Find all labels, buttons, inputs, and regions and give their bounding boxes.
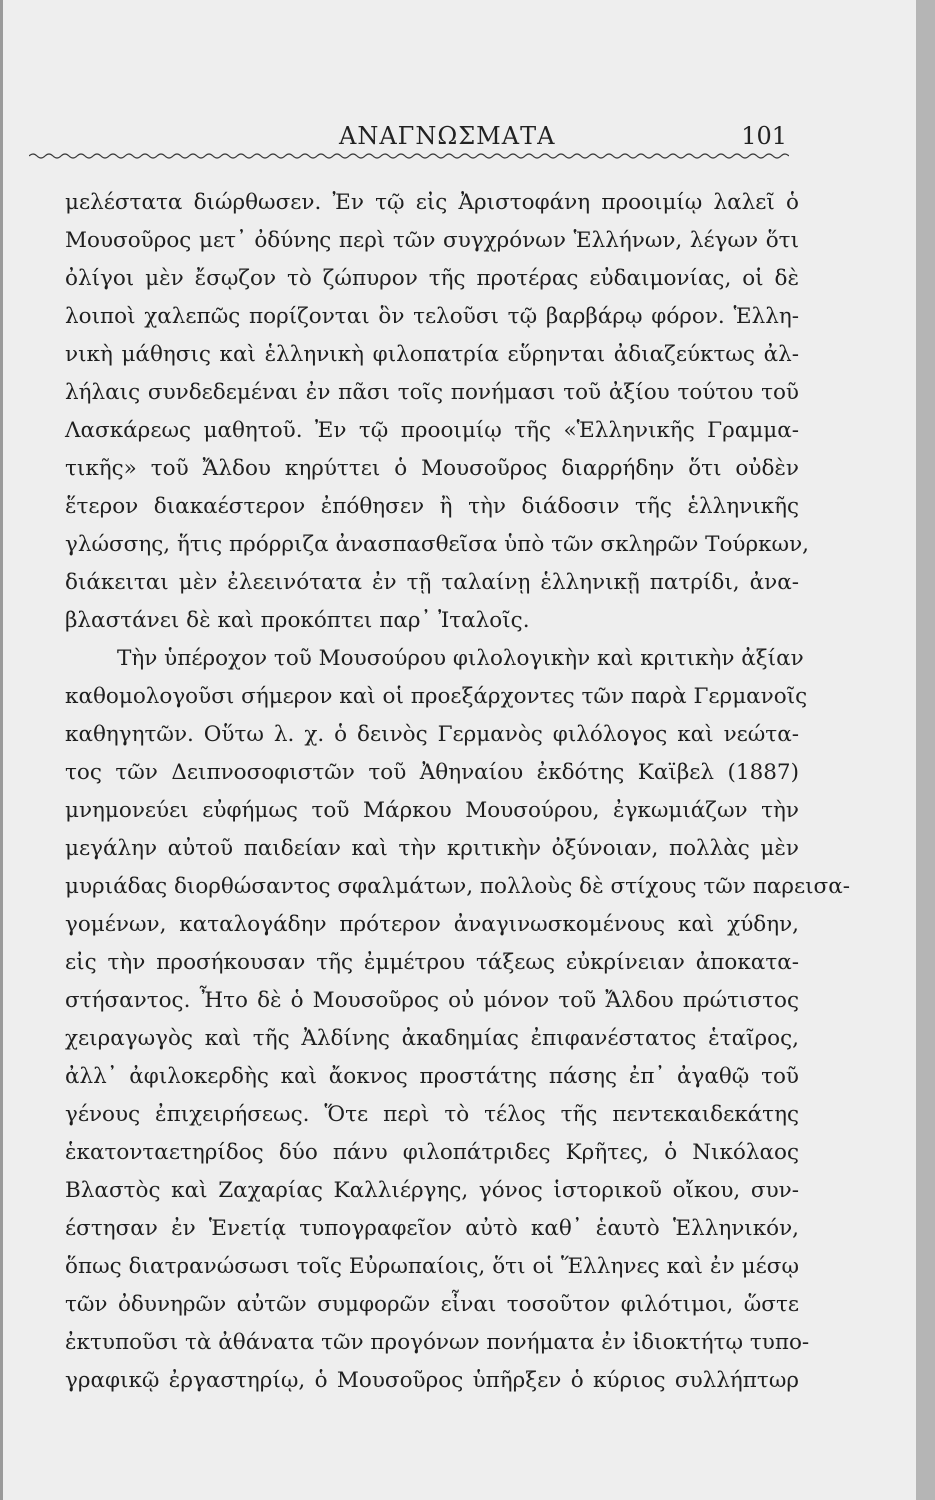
text-line: χειραγωγὸς καὶ τῆς Ἀλδίνης ἀκαδημίας ἐπιφανέστατος ἑταῖρος,: [65, 1026, 799, 1051]
text-line: μυριάδας διορθώσαντος σφαλμάτων, πολλοὺς δὲ στίχους τῶν παρεισα-: [65, 874, 851, 899]
decorative-wavy-rule: [29, 150, 789, 162]
text-line: ὅπως διατρανώσωσι τοῖς Εὐρωπαίοις, ὅτι οἱ Ἕλληνες καὶ ἐν μέσῳ: [65, 1254, 799, 1279]
text-line: λοιποὶ χαλεπῶς πορίζονται ὃν τελοῦσι τῷ βαρβάρῳ φόρον. Ἑλλη-: [65, 304, 799, 329]
text-line: καθομολογοῦσι σήμερον καὶ οἱ προεξάρχοντες τῶν παρὰ Γερμανοῖς: [65, 684, 808, 709]
text-line: ὀλίγοι μὲν ἔσῳζον τὸ ζώπυρον τῆς προτέρας εὐδαιμονίας, οἱ δὲ: [65, 266, 799, 291]
text-line: γένους ἐπιχειρήσεως. Ὅτε περὶ τὸ τέλος τῆς πεντεκαιδεκάτης: [65, 1102, 799, 1127]
text-line: τικῆς» τοῦ Ἄλδου κηρύττει ὁ Μουσοῦρος διαρρήδην ὅτι οὐδὲν: [65, 456, 799, 481]
text-line: Βλαστὸς καὶ Ζαχαρίας Καλλιέργης, γόνος ἱστορικοῦ οἴκου, συν-: [65, 1178, 799, 1203]
page-header: [63, 118, 793, 154]
paragraph-1: [65, 184, 809, 640]
text-line: Λασκάρεως μαθητοῦ. Ἐν τῷ προοιμίῳ τῆς «Ἑλληνικῆς Γραμμα-: [65, 418, 799, 443]
page-edge: [916, 0, 935, 1500]
text-line: λήλαις συνδεδεμέναι ἐν πᾶσι τοῖς πονήμασι τοῦ ἀξίου τούτου τοῦ: [65, 380, 799, 405]
text-line: γομένων, καταλογάδην πρότερον ἀναγινωσκομένους καὶ χύδην,: [65, 912, 799, 937]
text-line: μεγάλην αὐτοῦ παιδείαν καὶ τὴν κριτικὴν ὀξύνοιαν, πολλὰς μὲν: [65, 836, 799, 861]
text-line: ἑκατονταετηρίδος δύο πάνυ φιλοπάτριδες Κρῆτες, ὁ Νικόλαος: [65, 1140, 799, 1165]
text-line: νικὴ μάθησις καὶ ἑλληνικὴ φιλοπατρία εὕρηνται ἀδιαζεύκτως ἀλ-: [65, 342, 799, 367]
page-number: 101: [741, 122, 787, 150]
text-line: έστησαν ἐν Ἑνετίᾳ τυπογραφεῖον αὐτὸ καθ᾽ ἑαυτὸ Ἑλληνικόν,: [65, 1216, 799, 1241]
text-line: ἐκτυποῦσι τὰ ἀθάνατα τῶν προγόνων πονήματα ἐν ἰδιοκτήτῳ τυπο-: [65, 1330, 810, 1355]
text-line: ἕτερον διακαέστερον ἐπόθησεν ἢ τὴν διάδοσιν τῆς ἑλληνικῆς: [65, 494, 799, 519]
text-line: Τὴν ὑπέροχον τοῦ Μουσούρου φιλολογικὴν καὶ κριτικὴν ἀξίαν: [117, 646, 804, 671]
text-line: μελέστατα διώρθωσεν. Ἐν τῷ εἰς Ἀριστοφάνη προοιμίῳ λαλεῖ ὁ: [65, 190, 799, 215]
book-page: [3, 0, 916, 1500]
running-title: ΑΝΑΓΝΩΣΜΑΤΑ: [339, 122, 556, 150]
body-text: [65, 184, 851, 1400]
text-line: μνημονεύει εὐφήμως τοῦ Μάρκου Μουσούρου, ἐγκωμιάζων τὴν: [65, 798, 799, 823]
text-line: τῶν ὀδυνηρῶν αὐτῶν συμφορῶν εἶναι τοσοῦτον φιλότιμοι, ὥστε: [65, 1292, 799, 1317]
text-line: γραφικῷ ἐργαστηρίῳ, ὁ Μουσοῦρος ὑπῆρξεν ὁ κύριος συλλήπτωρ: [65, 1368, 799, 1393]
text-line: βλαστάνει δὲ καὶ προκόπτει παρ᾽ Ἰταλοῖς.: [65, 608, 530, 633]
text-line: διάκειται μὲν ἐλεεινότατα ἐν τῇ ταλαίνῃ ἑλληνικῇ πατρίδι, ἀνα-: [65, 570, 799, 595]
text-line: στήσαντος. Ἦτο δὲ ὁ Μουσοῦρος οὐ μόνον τοῦ Ἄλδου πρώτιστος: [65, 988, 799, 1013]
text-line: τος τῶν Δειπνοσοφιστῶν τοῦ Ἀθηναίου ἐκδότης Καϊβελ (1887): [65, 760, 799, 785]
text-line: ἀλλ᾽ ἀφιλοκερδὴς καὶ ἄοκνος προστάτης πάσης ἐπ᾽ ἀγαθῷ τοῦ: [65, 1064, 799, 1089]
text-line: γλώσσης, ἥτις πρόρριζα ἀνασπασθεῖσα ὑπὸ τῶν σκληρῶν Τούρκων,: [65, 532, 809, 557]
paragraph-2: [65, 640, 851, 1400]
text-line: καθηγητῶν. Οὕτω λ. χ. ὁ δεινὸς Γερμανὸς φιλόλογος καὶ νεώτα-: [65, 722, 799, 747]
text-line: Μουσοῦρος μετ᾽ ὀδύνης περὶ τῶν συγχρόνων Ἑλλήνων, λέγων ὅτι: [65, 228, 799, 253]
text-line: εἰς τὴν προσήκουσαν τῆς ἐμμέτρου τάξεως εὐκρίνειαν ἀποκατα-: [65, 950, 799, 975]
